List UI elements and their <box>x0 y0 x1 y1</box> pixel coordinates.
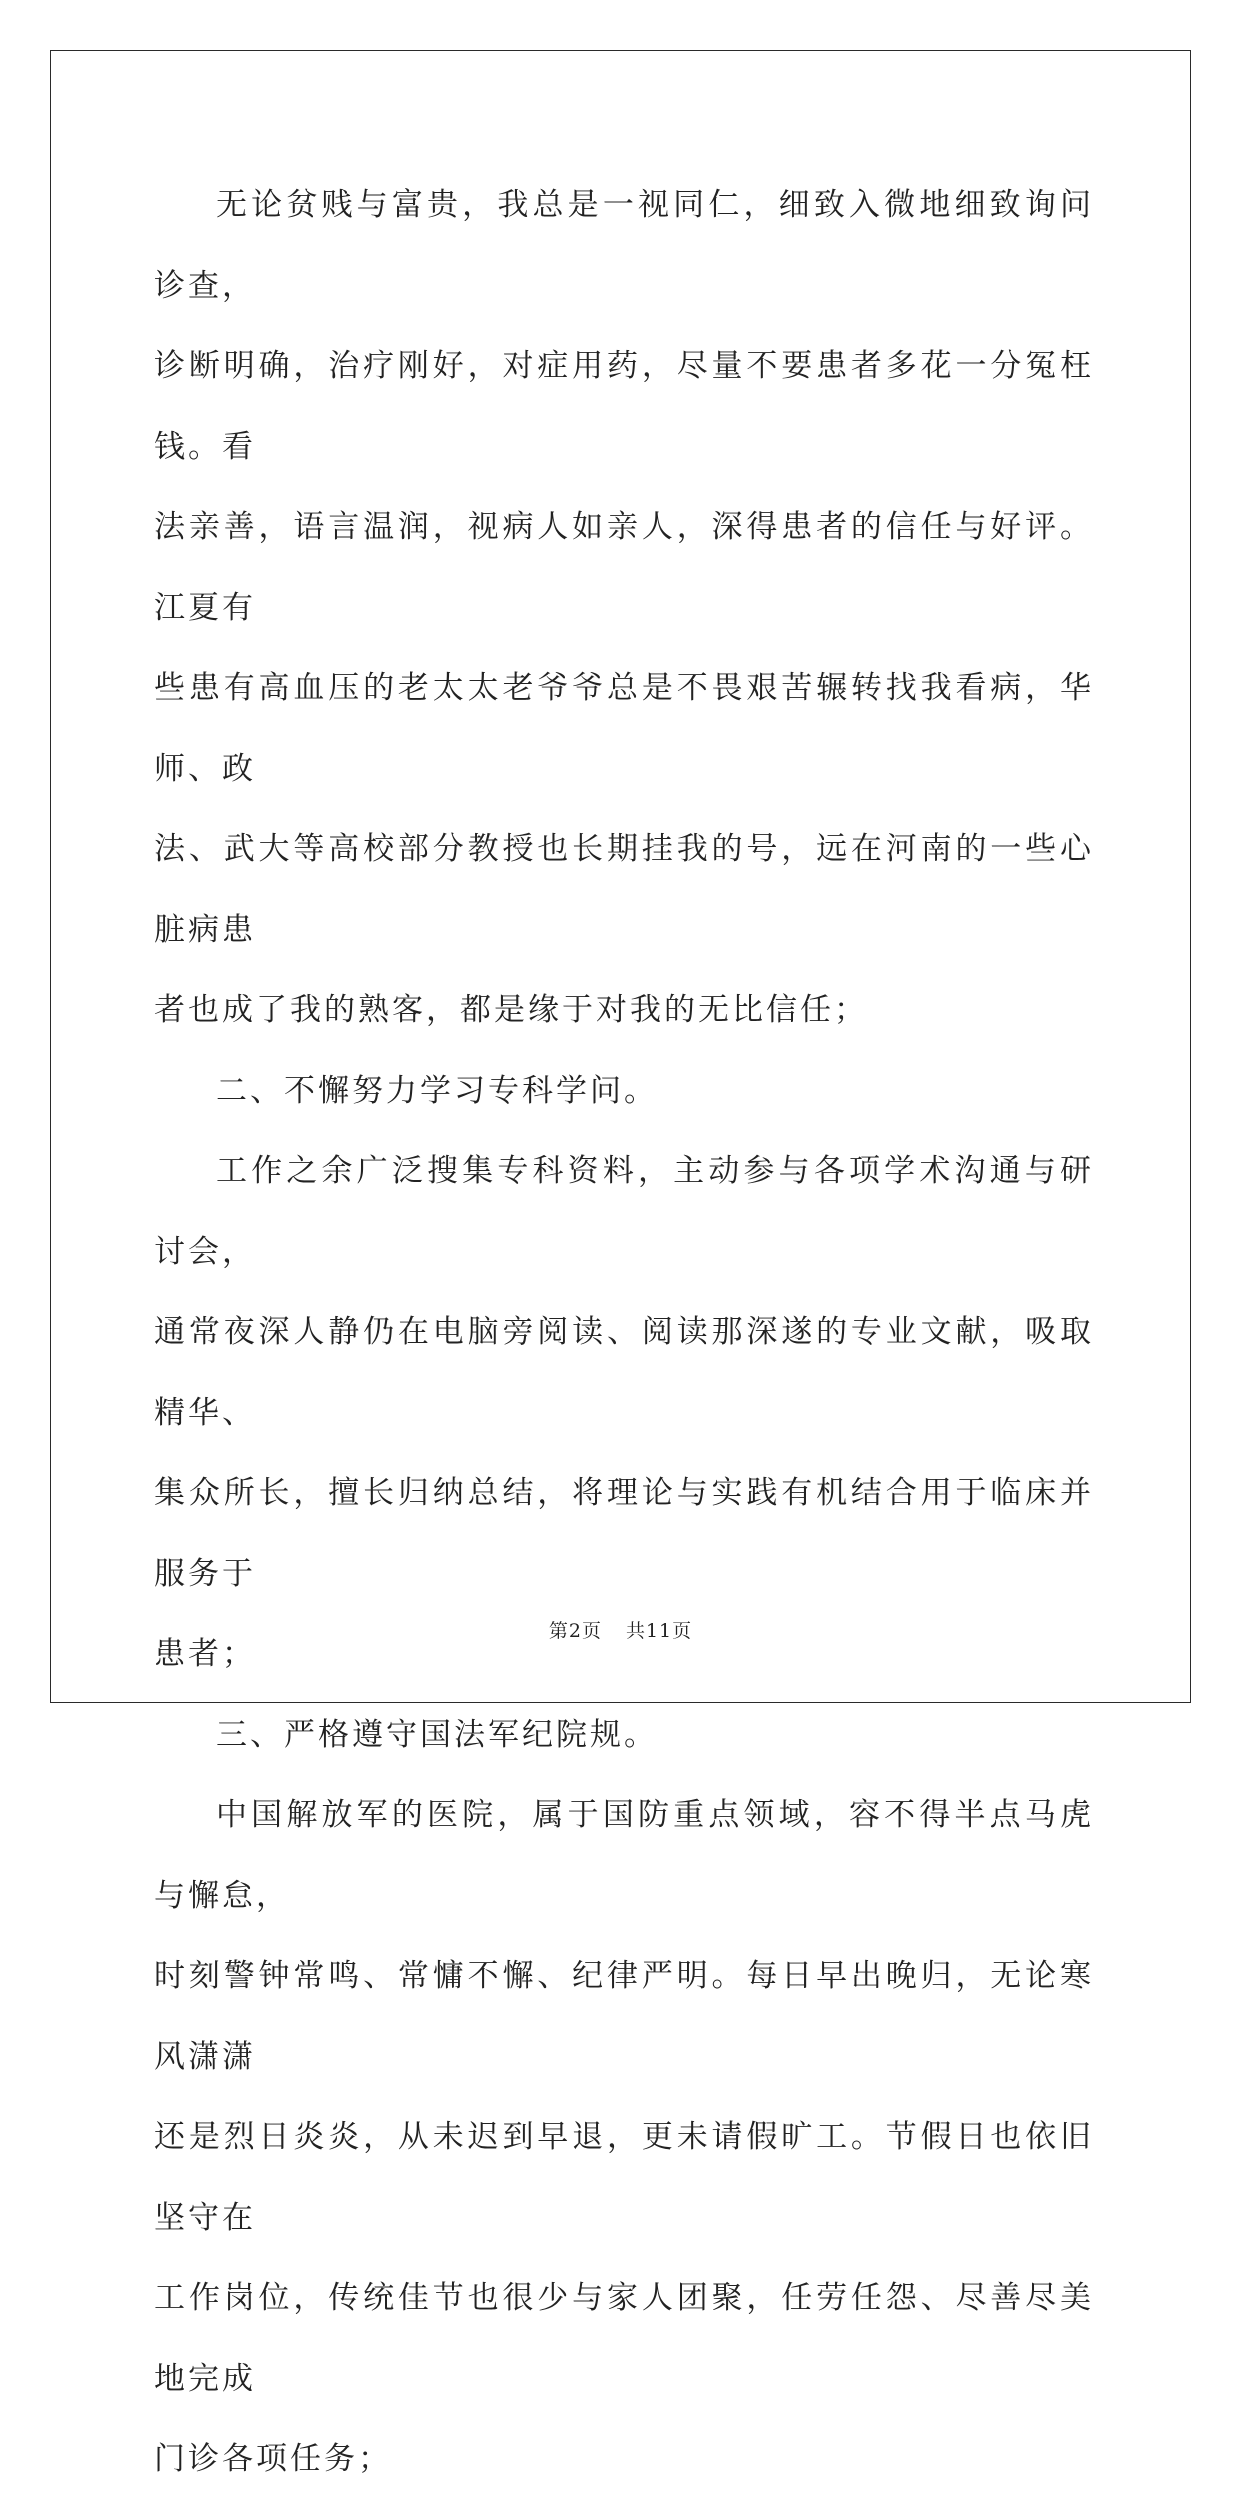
text-line: 患者； <box>154 1636 256 1672</box>
page-footer <box>0 1616 1241 1643</box>
text-line: 法亲善，语言温润，视病人如亲人，深得患者的信任与好评。江夏有 <box>154 509 1094 626</box>
text-line: 集众所长，擅长归纳总结，将理论与实践有机结合用于临床并服务于 <box>154 1475 1094 1592</box>
text-line: 法、武大等高校部分教授也长期挂我的号，远在河南的一些心脏病患 <box>154 831 1094 948</box>
text-line: 者也成了我的熟客，都是缘于对我的无比信任； <box>154 992 868 1028</box>
text-line: 中国解放军的医院，属于国防重点领域，容不得半点马虎与懈怠， <box>154 1797 1094 1914</box>
text-line: 还是烈日炎炎，从未迟到早退，更未请假旷工。节假日也依旧坚守在 <box>154 2119 1094 2236</box>
text-line: 诊断明确，治疗刚好，对症用药，尽量不要患者多花一分冤枉钱。看 <box>154 348 1094 465</box>
text-line: 门诊各项任务； <box>154 2441 392 2477</box>
text-line: 工作岗位，传统佳节也很少与家人团聚，任劳任怨、尽善尽美地完成 <box>154 2280 1094 2397</box>
text-line: 无论贫贱与富贵，我总是一视同仁，细致入微地细致询问诊查， <box>154 187 1094 304</box>
section-heading: 二、不懈努力学习专科学问。 <box>216 1072 658 1109</box>
document-body <box>154 165 1094 2500</box>
text-line: 工作之余广泛搜集专科资料，主动参与各项学术沟通与研讨会， <box>154 1153 1094 1270</box>
text-line: 些患有高血压的老太太老爷爷总是不畏艰苦辗转找我看病，华师、政 <box>154 670 1094 787</box>
text-line: 时刻警钟常鸣、常慵不懈、纪律严明。每日早出晚归，无论寒风潇潇 <box>154 1958 1094 2075</box>
section-heading: 三、严格遵守国法军纪院规。 <box>216 1716 658 1753</box>
page-total: 共11页 <box>625 1620 693 1642</box>
text-line: 通常夜深人静仍在电脑旁阅读、阅读那深遂的专业文献，吸取精华、 <box>154 1314 1094 1431</box>
page-number: 第2页 <box>548 1620 602 1642</box>
